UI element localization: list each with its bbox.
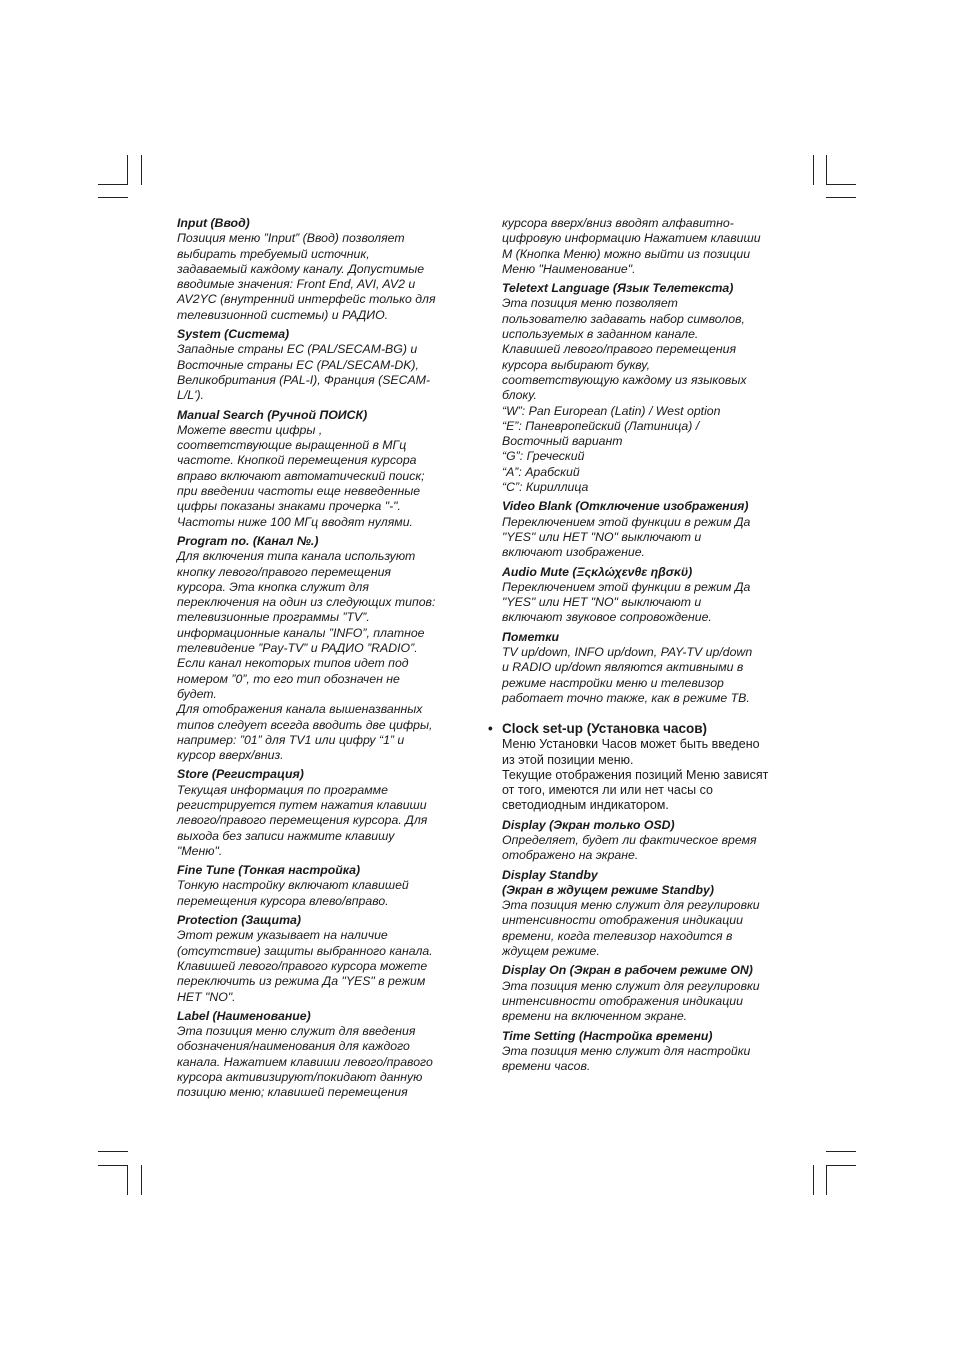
section-body: Эта позиция меню служит для настройки времени часов. xyxy=(502,1043,751,1074)
clock-setup-block xyxy=(488,720,797,813)
crop-mark xyxy=(127,1165,128,1195)
left-column xyxy=(177,216,477,1105)
section-display-on xyxy=(502,963,797,1024)
crop-mark xyxy=(98,1165,128,1166)
crop-mark xyxy=(813,1165,814,1195)
section-title: Fine Tune (Тонкая настройка) xyxy=(177,863,361,878)
crop-mark xyxy=(98,184,128,185)
section-display-standby xyxy=(502,868,797,960)
section-audio-mute xyxy=(502,565,797,626)
label-continuation xyxy=(502,216,797,277)
crop-mark xyxy=(141,155,142,185)
section-body: Западные страны ЕС (PAL/SECAM-BG) и Восточные страны ЕС (PAL/SECAM-DK), Великобритания (PAL-I), Франция (SECAM- L/L'). xyxy=(177,342,431,403)
section-title: Protection (Защита) xyxy=(177,913,301,928)
crop-mark xyxy=(98,1151,128,1152)
section-title: System (Система) xyxy=(177,327,290,342)
section-program-no xyxy=(177,534,477,763)
crop-mark xyxy=(826,1165,827,1195)
section-body: Позиция меню ”Input” (Ввод) позволяет выбирать требуемый источник, задаваемый каждому каналу. Допустимые вводимые значения: Front End, AVI, AV2 и AV2YC (внутренний интерфейс только для телевизионной системы) и РАДИО. xyxy=(177,231,436,322)
crop-mark xyxy=(141,1165,142,1195)
section-body: Определяет, будет ли фактическое время отображено на экране. xyxy=(502,832,757,863)
section-fine-tune xyxy=(177,863,477,909)
section-title: Time Setting (Настройка времени) xyxy=(502,1028,713,1043)
section-display xyxy=(502,818,797,864)
section-protection xyxy=(177,913,477,1005)
section-body: Эта позиция меню позволяет пользователю задавать набор символов, используемых в заданном канале. Клавишей левого/правого перемещения курсора выбирают букву, соответствующую каждому из языковых блоку. “W”: Pan European (Latin) / West option “E”: Паневропейский (Латиница) / Восточный вариант “G”: Греческий “A”: Арабский “C”: Кириллица xyxy=(502,296,747,495)
crop-mark xyxy=(127,155,128,185)
section-body: Эта позиция меню служит для регулировки интенсивности отображения индикации времени на включенном экране. xyxy=(502,978,760,1024)
section-input xyxy=(177,216,477,323)
crop-mark xyxy=(826,184,856,185)
crop-mark xyxy=(826,197,856,198)
section-body: Эта позиция меню служит для регулировки интенсивности отображения индикации времени, когда телевизор находится в ждущем режиме. xyxy=(502,898,760,959)
bullet-icon: • xyxy=(488,721,493,737)
right-column xyxy=(488,216,797,1078)
section-title: Пометки xyxy=(502,629,559,644)
section-notes xyxy=(502,630,797,706)
section-teletext-language xyxy=(502,281,797,495)
crop-mark xyxy=(826,1165,856,1166)
section-system xyxy=(177,327,477,403)
section-title: Input (Ввод) xyxy=(177,216,250,230)
section-body: Этот режим указывает на наличие (отсутствие) защиты выбранного канала. Клавишей левого/правого курсора можете переключить из режима Да "YES" в режим НЕТ "NO". xyxy=(177,928,433,1004)
section-title: Teletext Language (Язык Телетекста) xyxy=(502,281,734,296)
clock-setup-title: Clock set-up (Установка часов) xyxy=(502,721,708,737)
section-video-blank xyxy=(502,499,797,560)
section-title: Display (Экран только OSD) xyxy=(502,817,675,832)
section-body: Переключением этой функции в режим Да "YES" или НЕТ "NO" выключают и включают звуковое сопровождение. xyxy=(502,579,751,625)
section-title: Display Standby (Экран в ждущем режиме Standby) xyxy=(502,867,714,897)
section-title: Label (Наименование) xyxy=(177,1008,311,1023)
crop-mark xyxy=(826,155,827,185)
section-store xyxy=(177,767,477,859)
section-title: Display On (Экран в рабочем режиме ON) xyxy=(502,963,753,978)
section-title: Program no. (Канал №.) xyxy=(177,533,319,548)
section-title: Manual Search (Ручной ПОИСК) xyxy=(177,407,368,422)
section-body: Тонкую настройку включают клавишей перемещения курсора влево/вправо. xyxy=(177,878,409,908)
section-body: Текущая информация по программе регистрируется путем нажатия клавиши левого/правого перемещения курсора. Для выхода без записи нажмите клавишу "Меню". xyxy=(177,782,428,858)
section-time-setting xyxy=(502,1029,797,1075)
section-title: Store (Регистрация) xyxy=(177,767,304,782)
section-title: Audio Mute (Ξςκλώχενθε ηβσκϋ) xyxy=(502,564,693,579)
section-body: Для включения типа канала используют кнопку левого/правого перемещения курсора. Эта кнопка служит для переключения на один из следующих типов: телевизионные программы ”TV”. информационные каналы ”INFO”, платное телевидение ”Pay-TV” и РАДИО ”RADIO”. Если канал некоторых типов идет под номером ”0”, то его тип обозначен не будет. Для отображения канала вышеназванных типов следует всегда вводить две цифры, например: ”01” для TV1 или цифру “1” и курсор вверх/вниз. xyxy=(177,549,436,763)
section-label xyxy=(177,1009,477,1101)
section-body: Переключением этой функции в режим Да "YES" или НЕТ "NO" выключают и включают изображение. xyxy=(502,514,751,560)
clock-setup-body: Меню Установки Часов может быть введено из этой позиции меню. Текущие отображения позиций Меню зависят от того, имеются ли или нет часы со светодиодным индикатором. xyxy=(502,737,769,813)
section-body: Эта позиция меню служит для введения обозначения/наименования для каждого канала. Нажатием клавиши левого/правого курсора активизируют/покидают данную позицию меню; клавишей перемещения xyxy=(177,1024,433,1100)
section-body: курсора вверх/вниз вводят алфавитно- цифровую информацию Нажатием клавиши М (Кнопка Меню) можно выйти из позиции Меню "Наименование". xyxy=(502,216,761,276)
section-body: TV up/down, INFO up/down, PAY-TV up/down и RADIO up/down являются активными в режиме настройки меню и телевизор работает точно также, как в режиме ТВ. xyxy=(502,645,753,705)
section-title: Video Blank (Отключение изображения) xyxy=(502,499,749,514)
crop-mark xyxy=(813,155,814,185)
crop-mark xyxy=(98,197,128,198)
section-manual-search xyxy=(177,408,477,530)
section-body: Можете ввести цифры , соответствующие выращенной в МГц частоте. Кнопкой перемещения курсора вправо включают автоматический поиск; при введении частоты еще невведенные цифры показаны знаками прочерка "-". Частоты ниже 100 МГц вводят нулями. xyxy=(177,422,425,529)
crop-mark xyxy=(826,1151,856,1152)
